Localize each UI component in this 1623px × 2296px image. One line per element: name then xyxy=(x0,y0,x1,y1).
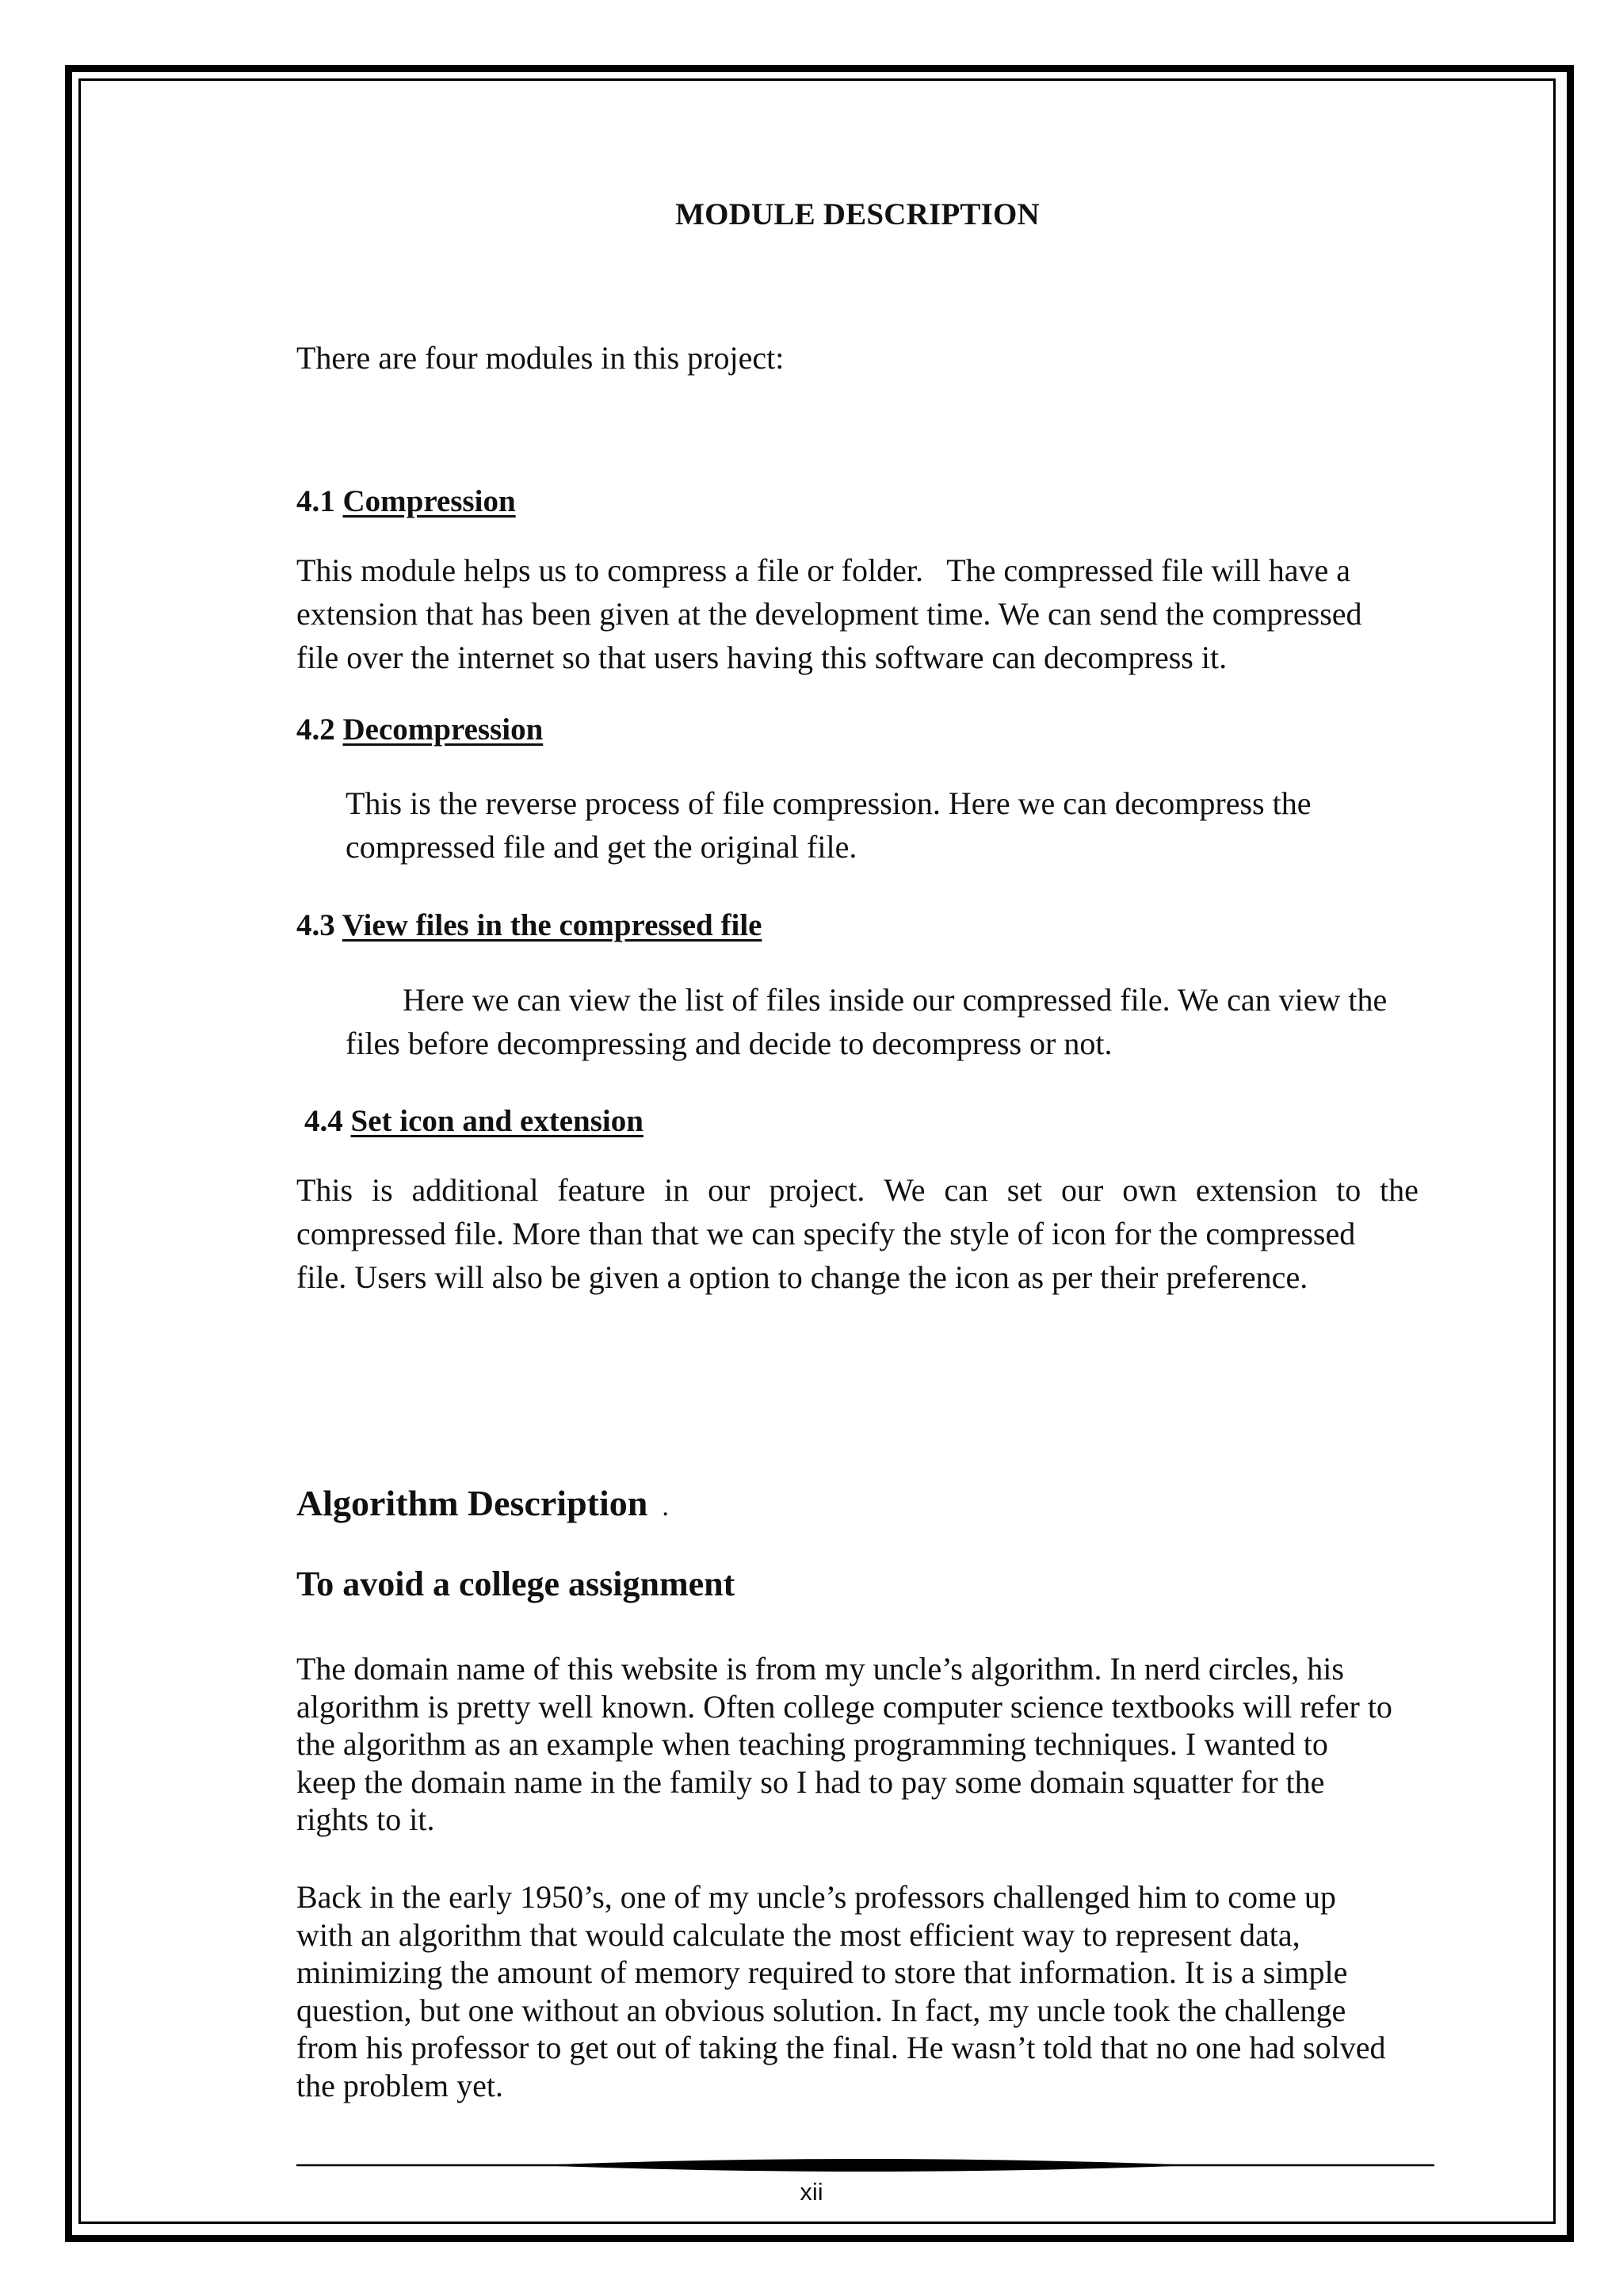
word: set xyxy=(1006,1172,1043,1208)
word: feature xyxy=(557,1172,646,1208)
section-title: Decompression xyxy=(342,712,544,747)
algorithm-paragraph-1 xyxy=(296,1650,1392,1839)
section-body-view-files xyxy=(346,978,1387,1065)
section-heading-decompression xyxy=(296,712,543,747)
word: project. xyxy=(769,1172,865,1208)
section-heading-set-icon xyxy=(304,1103,643,1139)
algorithm-subtitle: To avoid a college assignment xyxy=(296,1564,735,1603)
word: in xyxy=(664,1172,689,1208)
word: This xyxy=(296,1172,353,1208)
paragraph-line: file. Users will also be given a option to change the icon as per their preference. xyxy=(296,1259,1308,1295)
paragraph-line: with an algorithm that would calculate the most efficient way to represent data, xyxy=(296,1916,1300,1953)
paragraph-line: the algorithm as an example when teaching programming techniques. I wanted to xyxy=(296,1726,1328,1762)
section-body-compression xyxy=(296,548,1419,679)
section-title: View files in the compressed file xyxy=(342,908,762,942)
section-heading-compression xyxy=(296,483,516,519)
paragraph-line: Back in the early 1950’s, one of my uncle’s professors challenged him to come up xyxy=(296,1879,1336,1915)
section-number: 4.4 xyxy=(304,1104,343,1138)
paragraph-line xyxy=(296,1168,1419,1212)
word: can xyxy=(944,1172,988,1208)
intro-text: There are four modules in this project: xyxy=(296,340,785,376)
paragraph-line: The domain name of this website is from my uncle’s algorithm. In nerd circles, his xyxy=(296,1651,1344,1687)
section-body-set-icon xyxy=(296,1168,1419,1299)
section-title: Compression xyxy=(342,484,516,518)
word: our xyxy=(1061,1172,1104,1208)
algorithm-heading xyxy=(296,1482,669,1524)
word: to xyxy=(1336,1172,1361,1208)
section-body-decompression xyxy=(346,781,1311,869)
word: additional xyxy=(411,1172,539,1208)
paragraph-line: This module helps us to compress a file or folder. The compressed file will have a xyxy=(296,552,1351,588)
word: own xyxy=(1122,1172,1178,1208)
section-number: 4.1 xyxy=(296,484,335,518)
word: We xyxy=(884,1172,926,1208)
section-number: 4.3 xyxy=(296,908,335,942)
paragraph-line: minimizing the amount of memory required to store that information. It is a simple xyxy=(296,1954,1348,1990)
paragraph-line: the problem yet. xyxy=(296,2067,504,2103)
paragraph-line: from his professor to get out of taking the final. He wasn’t told that no one had solved xyxy=(296,2030,1386,2065)
word: our xyxy=(708,1172,750,1208)
paragraph-line: file over the internet so that users having this software can decompress it. xyxy=(296,640,1228,675)
section-number: 4.2 xyxy=(296,712,335,747)
paragraph-line: This is the reverse process of file compression. Here we can decompress the xyxy=(346,785,1312,821)
page-number: xii xyxy=(800,2178,823,2206)
section-heading-view-files xyxy=(296,907,762,943)
algorithm-paragraph-2 xyxy=(296,1878,1386,2104)
section-title: Set icon and extension xyxy=(350,1104,643,1138)
paragraph-line: algorithm is pretty well known. Often college computer science textbooks will refer to xyxy=(296,1688,1392,1725)
paragraph-line: compressed file. More than that we can specify the style of icon for the compressed xyxy=(296,1216,1356,1251)
page-title: MODULE DESCRIPTION xyxy=(675,197,1040,231)
paragraph-line: question, but one without an obvious solution. In fact, my uncle took the challenge xyxy=(296,1992,1346,2028)
footer-divider xyxy=(296,2156,1434,2175)
algorithm-title: Algorithm Description xyxy=(296,1483,648,1523)
paragraph-line: files before decompressing and decide to decompress or not. xyxy=(346,1026,1113,1061)
heading-mark: . xyxy=(662,1492,669,1522)
paragraph-line: rights to it. xyxy=(296,1801,435,1837)
paragraph-line: extension that has been given at the development time. We can send the compressed xyxy=(296,596,1362,632)
word: the xyxy=(1380,1172,1419,1208)
paragraph-line: keep the domain name in the family so I had to pay some domain squatter for the xyxy=(296,1763,1325,1800)
paragraph-line: compressed file and get the original file. xyxy=(346,829,857,865)
word: extension xyxy=(1195,1172,1318,1208)
paragraph-line: Here we can view the list of files inside our compressed file. We can view the xyxy=(403,982,1388,1018)
word: is xyxy=(371,1172,393,1208)
